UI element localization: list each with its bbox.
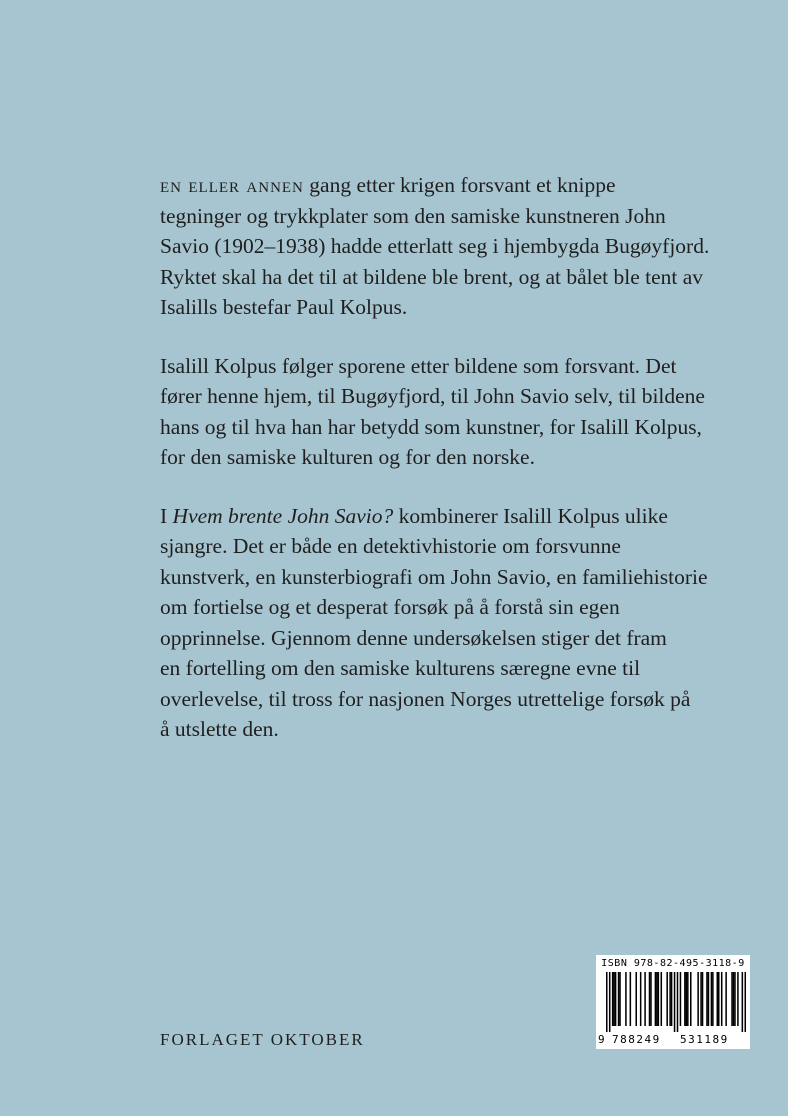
barcode-bar: [613, 972, 615, 1026]
barcode-bar: [718, 972, 720, 1026]
isbn-barcode: [596, 955, 750, 1049]
barcode-bar: [706, 972, 708, 1026]
barcode-bar: [725, 972, 727, 1026]
back-cover-blurb: [160, 170, 720, 773]
barcode-bar: [717, 972, 719, 1026]
barcode-bar: [745, 972, 746, 1032]
blurb-paragraph-1: [160, 170, 720, 323]
blurb-lead-smallcaps: en eller annen: [160, 173, 304, 197]
barcode-bar: [700, 972, 702, 1026]
barcode-bar: [666, 972, 668, 1026]
blurb-paragraph-3: [160, 501, 720, 745]
barcode-bar: [612, 972, 614, 1026]
barcode-bar: [658, 972, 660, 1026]
barcode-bar: [680, 972, 682, 1026]
barcode-digits-right: 531189: [680, 1033, 729, 1046]
barcode-bar: [661, 972, 663, 1026]
barcode-digit-first: 9: [598, 1033, 605, 1046]
barcode-bar: [618, 972, 620, 1026]
blurb-paragraph-1-text: gang etter krigen forsvant et knippe tegninger og trykkplater som den samiske kunstneren John Savio (1902–1938) hadde etterlatt seg i hjembygda Bugøyfjord. Ryktet skal ha det til at bildene ble brent, og at bålet ble tent av Isalills bestefar Paul Kolpus.: [160, 173, 710, 319]
barcode-bar: [669, 972, 671, 1026]
barcode-bar: [687, 972, 689, 1026]
barcode-bar: [702, 972, 704, 1026]
barcode-bar: [697, 972, 699, 1026]
barcode-bar: [630, 972, 632, 1026]
isbn-label: ISBN 978-82-495-3118-9: [601, 958, 745, 969]
barcode-bar: [731, 972, 733, 1026]
barcode-bar: [733, 972, 735, 1026]
barcode-bar: [684, 972, 686, 1026]
barcode-bar: [690, 972, 692, 1026]
blurb-paragraph-3-text: kombinerer Isalill Kolpus ulike sjangre. Det er både en detektivhistorie om forsvunne kunstverk, en kunsterbiografi om John Savio, en familiehistorie om fortielse og et desperat forsøk på å forstå sin egen opprinnelse. Gjennom denne undersøkelsen stiger det fram en fortelling om den samiske kulturens særegne evne til overlevelse, til tross for nasjonen Norges utrettelige forsøk på å utslette den.: [160, 503, 708, 741]
book-title-italic: Hvem brente John Savio?: [172, 503, 394, 528]
barcode-bar: [737, 972, 739, 1026]
barcode-bar: [677, 972, 679, 1032]
barcode-bar: [606, 972, 608, 1032]
barcode-bar: [674, 972, 676, 1032]
barcode-bars: [606, 972, 746, 1032]
blurb-paragraph-2: Isalill Kolpus følger sporene etter bildene som forsvant. Det fører henne hjem, til Bugøyfjord, til John Savio selv, til bildene hans og til hva han har betydd som kunstner, for Isalill Kolpus, for den samiske kulturen og for den norske.: [160, 353, 705, 469]
barcode-bar: [742, 972, 744, 1032]
barcode-bar: [640, 972, 642, 1026]
barcode-bar: [625, 972, 627, 1026]
barcode-bar: [619, 972, 621, 1026]
publisher-name: FORLAGET OKTOBER: [160, 1030, 365, 1049]
barcode-bar: [721, 972, 723, 1026]
barcode-bar: [712, 972, 714, 1026]
barcode-bar: [644, 972, 646, 1026]
barcode-bar: [671, 972, 673, 1026]
barcode-bar: [734, 972, 736, 1026]
barcode-digits-left: 788249: [612, 1033, 661, 1046]
blurb-paragraph-3-lead: I: [160, 503, 173, 528]
barcode-bar: [656, 972, 658, 1026]
barcode-bar: [615, 972, 617, 1026]
barcode-bar: [711, 972, 713, 1026]
barcode-bar: [609, 972, 611, 1032]
barcode-bar: [635, 972, 637, 1026]
barcode-bar: [655, 972, 657, 1026]
barcode-bar: [649, 972, 651, 1026]
barcode-bar: [650, 972, 652, 1026]
barcode-bar: [708, 972, 710, 1026]
barcode-bar: [686, 972, 688, 1026]
